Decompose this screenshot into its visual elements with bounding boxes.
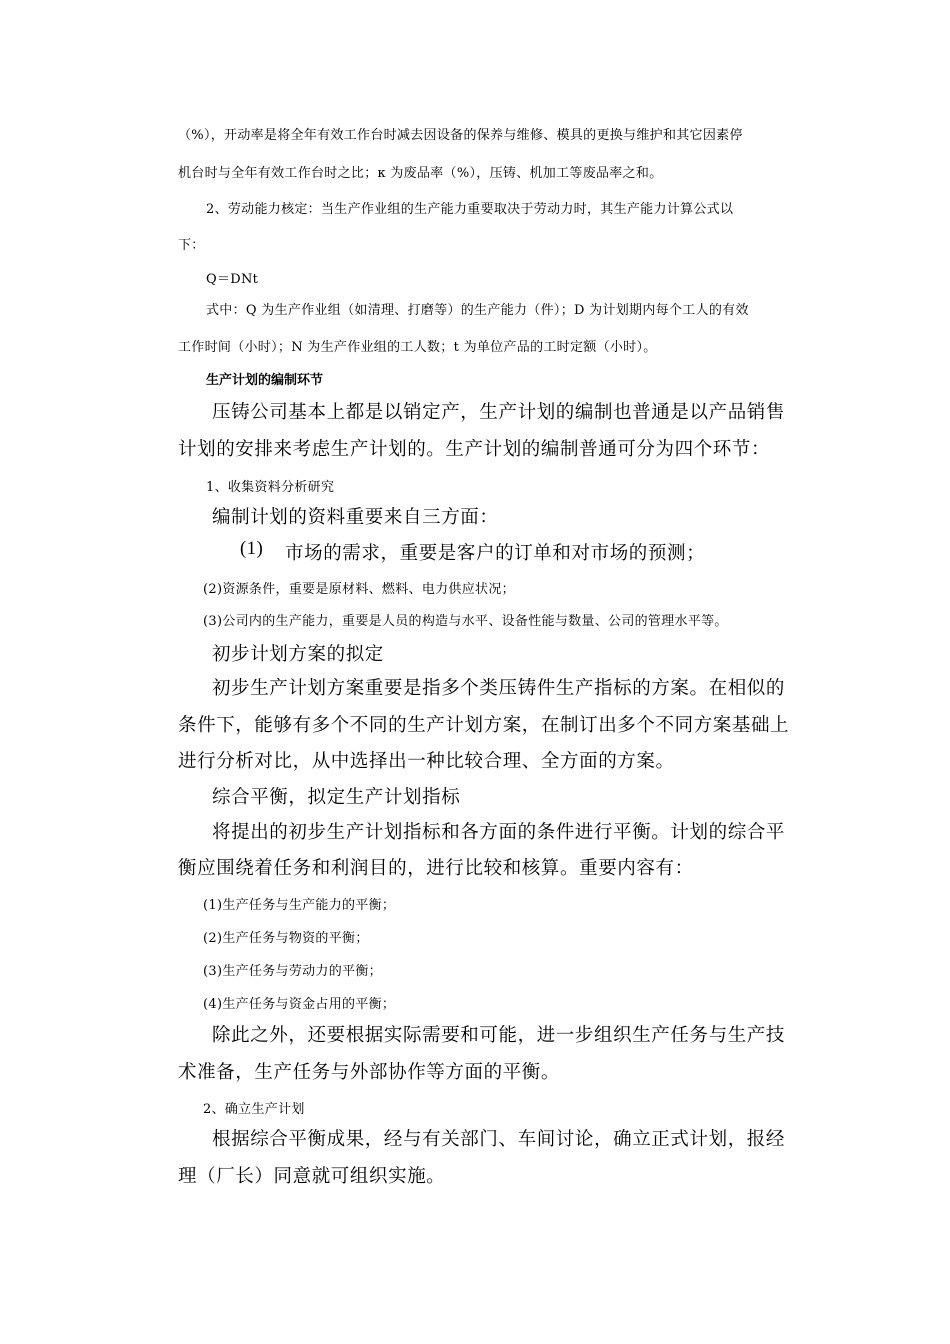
formula: Q＝DNt xyxy=(206,272,259,287)
list-item: (2)生产任务与物资的平衡； xyxy=(203,931,369,946)
list-item: (2)资源条件，重要是原材料、燃料、电力供应状况； xyxy=(203,582,515,597)
text-line: 机台时与全年有效工作台时之比；κ 为废品率（%），压铸、机加工等废品率之和。 xyxy=(178,166,663,181)
body-paragraph-line: 计划的安排来考虑生产计划的。生产计划的编制普通可分为四个环节： xyxy=(178,439,771,460)
text-line: 下： xyxy=(178,238,205,253)
body-paragraph-line: 理（厂长）同意就可组织实施。 xyxy=(178,1166,446,1187)
body-paragraph-line: 进行分析对比，从中选择出一种比较合理、全方面的方案。 xyxy=(178,751,675,772)
list-item: (1)生产任务与生产能力的平衡； xyxy=(203,898,396,913)
text-line: 式中：Q 为生产作业组（如清理、打磨等）的生产能力（件）；D 为计划期内每个工人的有效 xyxy=(206,303,749,318)
text-line: （%），开动率是将全年有效工作台时减去因设备的保养与维修、模具的更换与维护和其它因素停 xyxy=(178,128,743,143)
body-paragraph-line: 将提出的初步生产计划指标和各方面的条件进行平衡。计划的综合平 xyxy=(212,822,786,843)
numbered-heading: 2、确立生产计划 xyxy=(203,1102,305,1117)
body-paragraph-line: 根据综合平衡成果，经与有关部门、车间讨论，确立正式计划，报经 xyxy=(212,1129,786,1150)
list-item: (3)生产任务与劳动力的平衡； xyxy=(203,964,382,979)
body-paragraph-line: 衡应围绕着任务和利润目的，进行比较和核算。重要内容有： xyxy=(178,858,694,879)
list-marker: (1) xyxy=(240,539,264,559)
list-item: (4)生产任务与资金占用的平衡； xyxy=(203,997,396,1012)
numbered-heading: 1、收集资料分析研究 xyxy=(206,480,335,495)
list-item-text: 市场的需求，重要是客户的订单和对市场的预测； xyxy=(285,543,706,564)
subheading: 初步计划方案的拟定 xyxy=(212,644,384,665)
section-heading: 生产计划的编制环节 xyxy=(206,373,324,388)
text-line: 2、劳动能力核定：当生产作业组的生产能力重要取决于劳动力时，其生产能力计算公式以 xyxy=(206,202,734,217)
list-item: (3)公司内的生产能力，重要是人员的构造与水平、设备性能与数量、公司的管理水平等。 xyxy=(203,614,728,629)
body-paragraph-line: 条件下，能够有多个不同的生产计划方案，在制订出多个不同方案基础上 xyxy=(178,715,790,736)
body-paragraph-line: 除此之外，还要根据实际需要和可能，进一步组织生产任务与生产技 xyxy=(212,1025,786,1046)
text-line: 工作时间（小时）；N 为生产作业组的工人数；t 为单位产品的工时定额（小时）。 xyxy=(178,340,657,355)
body-paragraph-line: 术准备，生产任务与外部协作等方面的平衡。 xyxy=(178,1062,561,1083)
body-paragraph-line: 编制计划的资料重要来自三方面： xyxy=(212,507,499,528)
body-paragraph-line: 初步生产计划方案重要是指多个类压铸件生产指标的方案。在相似的 xyxy=(212,678,786,699)
subheading: 综合平衡，拟定生产计划指标 xyxy=(212,787,461,808)
body-paragraph-line: 压铸公司基本上都是以销定产，生产计划的编制也普通是以产品销售 xyxy=(212,402,786,423)
